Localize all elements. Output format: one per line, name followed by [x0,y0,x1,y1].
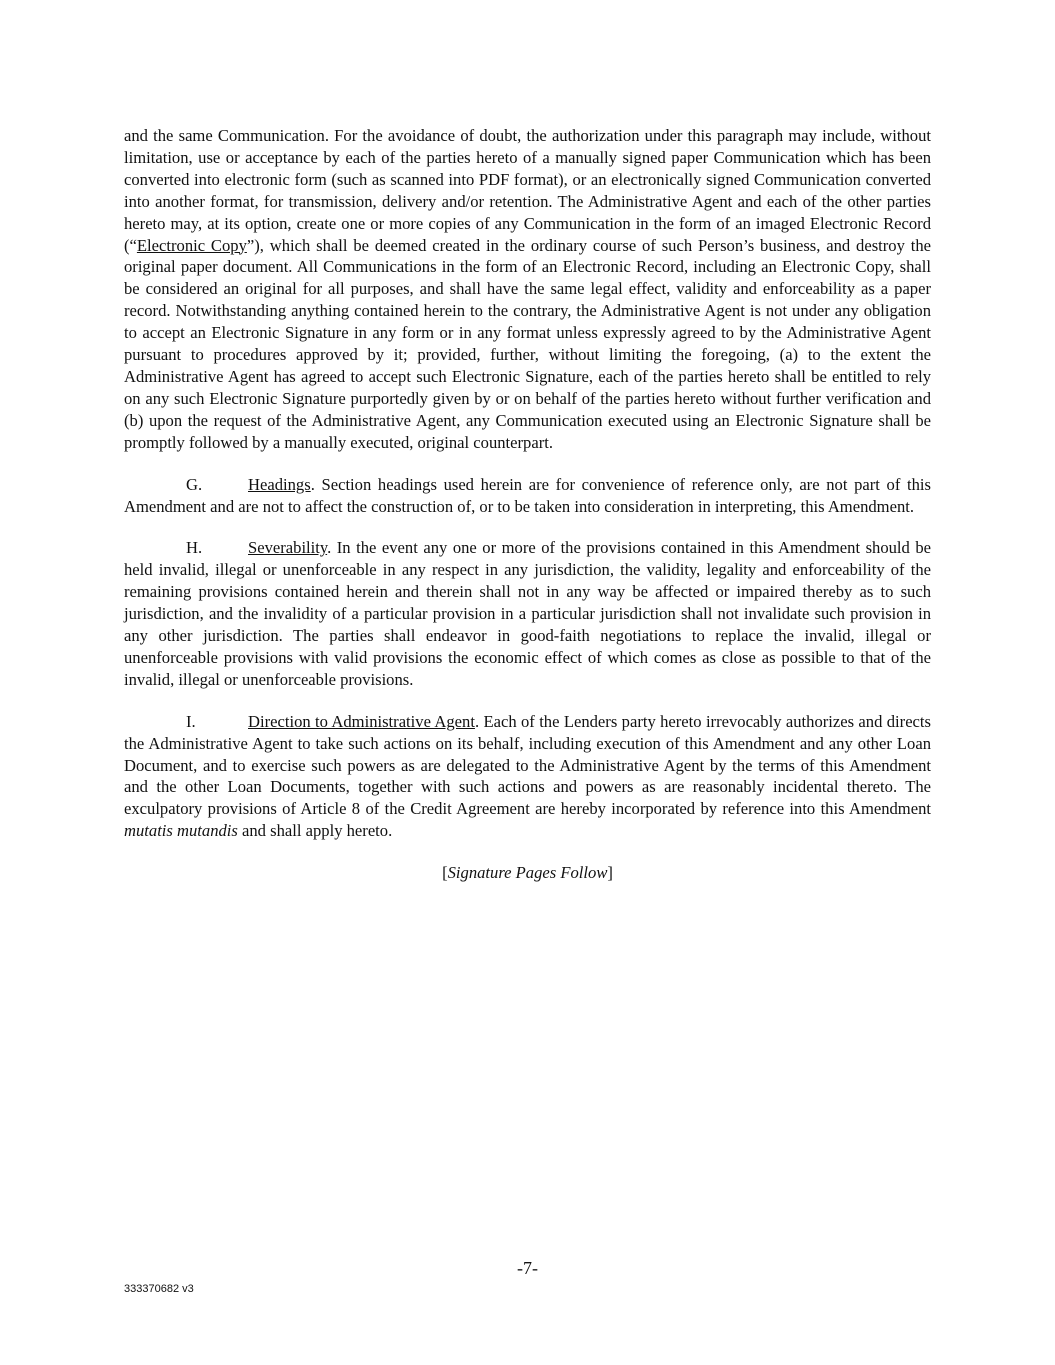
section-body: . Each of the Lenders party hereto irrevocably authorizes and directs the Administrative Agent to take such actions on its behalf, including execution of this Amendment and any other Loan Document, and to exercise such powers as are delegated to the Administrative Agent by the terms of this Amendment and the other Loan Documents, together with such actions and powers as are reasonably incidental thereto. The exculpatory provisions of Article 8 of the Credit Agreement are hereby incorporated by reference into this Amendment [124,711,931,819]
section-letter: H. [186,538,203,558]
bracket: ] [607,863,613,883]
section-body: . Section headings used herein are for convenience of reference only, are not part of this Amendment and are not to affect the construction of, or to be taken into consideration in interpreting, this Amendment. [124,474,931,516]
paragraph-text: ”), which shall be deemed created in the ordinary course of such Person’s business, and destroy the original paper document. All Communications in the form of an Electronic Record, including an Electronic Copy, shall be considered an original for all purposes, and shall have the same legal effect, validity and enforceability as a paper record. Notwithstanding anything contained herein to the contrary, the Administrative Agent is not under any obligation to accept an Electronic Signature in any form or in any format unless expressly agreed to by the Administrative Agent pursuant to procedures approved by it; provided, further, without limiting the foregoing, (a) to the extent the Administrative Agent has agreed to accept such Electronic Signature, each of the parties hereto shall be entitled to rely on any such Electronic Signature purportedly given by or on behalf of the parties hereto without further verification and (b) upon the request of the Administrative Agent, any Communication executed using an Electronic Signature shall be promptly followed by a manually executed, original counterpart. [124,235,931,452]
section-heading: Severability [248,538,328,558]
signature-pages-note [124,862,931,884]
section-h-severability [124,537,931,690]
document-page [124,125,931,904]
section-heading: Direction to Administrative Agent [248,711,475,731]
document-id: 333370682 v3 [124,1283,194,1295]
paragraph-text: and the same Communication. For the avoidance of doubt, the authorization under this paragraph may include, without limitation, use or acceptance by each of the parties hereto of a manually signed paper Communication which has been converted into electronic form (such as scanned into PDF format), or an electronically signed Communication converted into another format, for transmission, delivery and/or retention. The Administrative Agent and each of the other parties hereto may, at its option, create one or more copies of any Communication in the form of an imaged Electronic Record (“ [124,126,931,255]
page-number: -7- [517,1258,538,1278]
signature-note-text: Signature Pages Follow [447,863,608,883]
latin-phrase: mutatis mutandis [124,821,238,841]
section-body: and shall apply hereto. [237,821,393,841]
section-i-direction [124,711,931,842]
section-letter: G. [186,474,203,494]
defined-term-electronic-copy: Electronic Copy [136,235,247,255]
section-heading: Headings [248,474,311,494]
section-letter: I. [186,711,196,731]
bracket: [ [442,863,448,883]
section-g-headings [124,474,931,518]
paragraph-electronic-records [124,125,931,454]
section-body: . In the event any one or more of the provisions contained in this Amendment should be held invalid, illegal or unenforceable in any respect in any jurisdiction, the validity, legality and enforceability of the remaining provisions contained herein and therein shall not in any way be affected or impaired thereby as to such jurisdiction, and the invalidity of a particular provision in a particular jurisdiction shall not invalidate such provision in any other jurisdiction. The parties shall endeavor in good-faith negotiations to replace the invalid, illegal or unenforceable provisions with valid provisions the economic effect of which comes as close as possible to that of the invalid, illegal or unenforceable provisions. [124,538,931,689]
